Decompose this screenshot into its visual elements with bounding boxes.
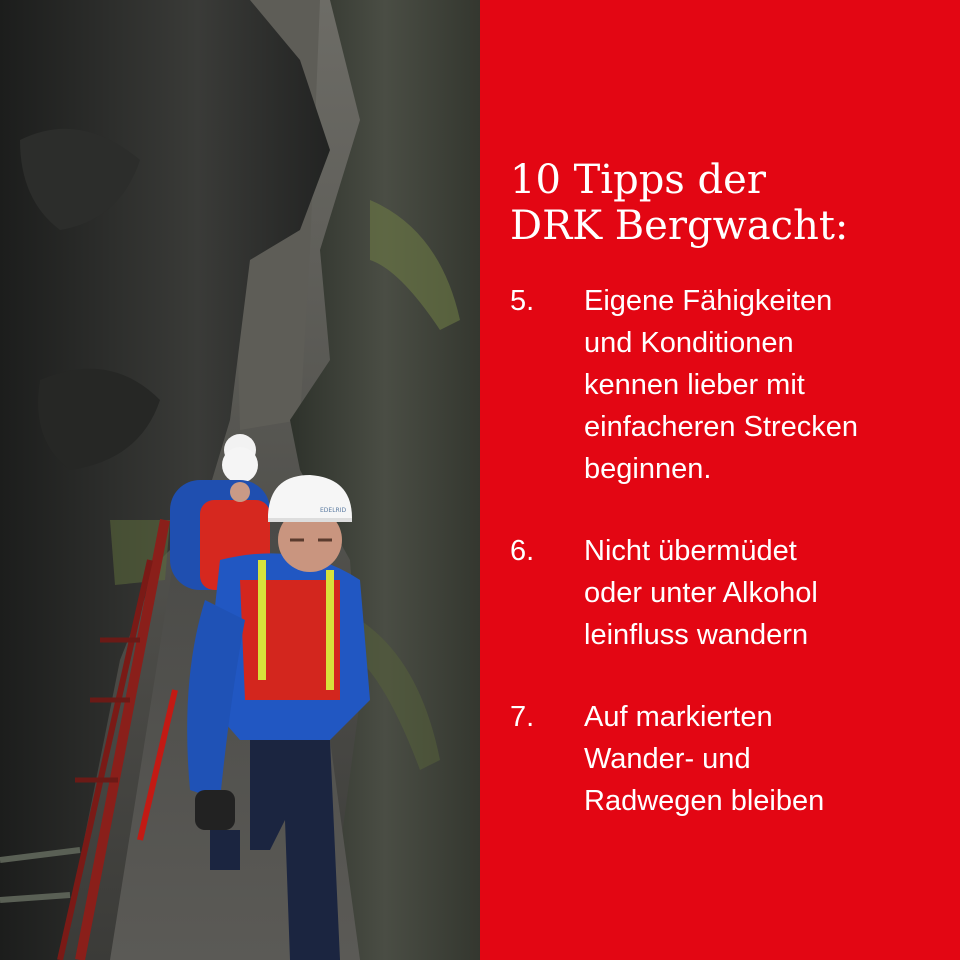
tip-line: Eigene Fähigkeiten (584, 285, 833, 317)
tip-number: 6. (510, 535, 535, 567)
panel-title (510, 157, 940, 249)
tip-line: Radwegen bleiben (584, 785, 825, 817)
tip-item-7 (510, 696, 950, 822)
tip-item-6 (510, 530, 950, 656)
tip-line: kennen lieber mit (584, 369, 805, 401)
tip-line: leinfluss wandern (584, 619, 809, 651)
tip-line: Wander- und (584, 743, 751, 775)
tip-text (584, 280, 950, 490)
tip-text (584, 696, 950, 822)
title-line-2: DRK Bergwacht: (510, 202, 849, 249)
tips-panel (480, 0, 960, 960)
title-line-1: 10 Tipps der (510, 156, 766, 203)
tips-list (510, 280, 950, 862)
tip-line: einfacheren Strecken (584, 411, 859, 443)
tip-text (584, 530, 950, 656)
tip-line: beginnen. (584, 453, 712, 485)
svg-text:EDELRID: EDELRID (320, 507, 347, 514)
tip-item-5 (510, 280, 950, 490)
tip-line: Auf markierten (584, 701, 773, 733)
tip-number: 7. (510, 701, 535, 733)
tip-line: Nicht übermüdet (584, 535, 797, 567)
tip-line: oder unter Alkohol (584, 577, 818, 609)
tip-number: 5. (510, 285, 535, 317)
tip-line: und Konditionen (584, 327, 794, 359)
